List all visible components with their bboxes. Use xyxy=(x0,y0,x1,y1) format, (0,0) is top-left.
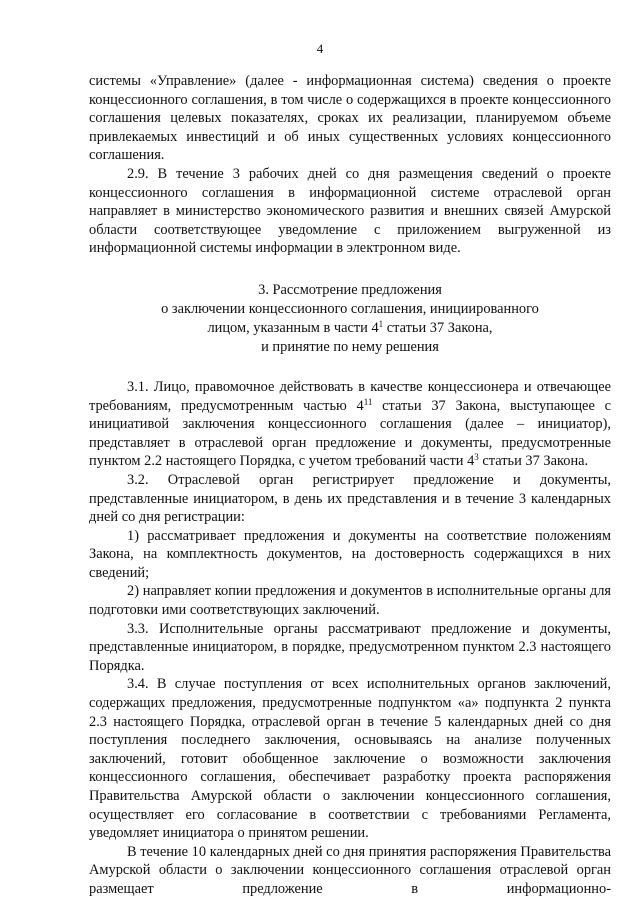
paragraph: 2) направляет копии предложения и документов в исполнительные органы для подготовки ими соответствующих заключений. xyxy=(89,583,611,619)
superscript: 11 xyxy=(363,396,373,407)
section-title-line: о заключении концессионного соглашения, инициированного xyxy=(161,300,539,317)
superscript: 1 xyxy=(378,318,384,329)
section-title-text: лицом, указанным в части 4 xyxy=(207,319,379,336)
superscript: 3 xyxy=(474,452,479,463)
paragraph: 3.3. Исполнительные органы рассматривают предложение и документы, представленные инициатором, в порядке, предусмотренном пунктом 2.3 настоящего Порядка. xyxy=(89,620,611,674)
document-body xyxy=(89,72,611,899)
section-paragraphs xyxy=(89,378,611,899)
section-title-line: и принятие по нему решения xyxy=(261,338,439,355)
paragraph: В течение 10 календарных дней со дня принятия распоряжения Правительства Амурской области о заключении концессионного соглашения отраслевой орган размещает предложение в информационно- xyxy=(89,843,611,897)
paragraph: 1) рассматривает предложения и документы на соответствие положениям Закона, на комплектность документов, на достоверность содержащихся в них сведений; xyxy=(89,527,611,581)
paragraph: 2.9. В течение 3 рабочих дней со дня размещения сведений о проекте концессионного соглашения в информационной системе отраслевой орган направляет в министерство экономического развития и внешних связей Амурской области соответствующее уведомление с приложением выгруженной из информационной системы информации в электронном виде. xyxy=(89,165,611,257)
paragraph: 3.4. В случае поступления от всех исполнительных органов заключений, содержащих предложения, предусмотренные подпунктом «а» подпункта 2 пункта 2.3 настоящего Порядка, отраслевой орган в течение 5 календарных дней со дня поступления последнего заключения, основываясь на анализе полученных заключений, готовит обобщенное заключение о возможности заключения концессионного соглашения, обеспечивает разработку проекта распоряжения Правительства Амурской области о заключении концессионного соглашения, осуществляет его согласование в соответствии с требованиями Регламента, уведомляет инициатора о принятом решении. xyxy=(89,676,611,842)
paragraph: 3.2. Отраслевой орган регистрирует предложение и документы, представленные инициатором, в день их представления и в течение 3 календарных дней со дня регистрации: xyxy=(89,471,611,526)
page-number: 4 xyxy=(316,41,324,56)
section-title-text: статьи 37 Закона, xyxy=(383,319,493,336)
section-title-line xyxy=(89,319,611,338)
paragraph: системы «Управление» (далее - информационная система) сведения о проекте концессионного соглашения, в том числе о содержащихся в проекте концессионного соглашения целевых показателях, сроках их реализации, планируемом объеме привлекаемых инвестиций и об иных существенных условиях концессионного соглашения. xyxy=(89,73,611,164)
paragraph: 3.1. Лицо, правомочное действовать в качестве концессионера и отвечающее требованиям, предусмотренным частью $4^{11}$ статьи 37 Закона, выступающее с инициативой заключения концессионного соглашения (далее – инициатор), представляет в отраслевой орган предложение и документы, предусмотренные пунктом 2.2 настоящего Порядка, с учетом требований части $4^3$ статьи 37 Закона. xyxy=(89,378,611,470)
section-title xyxy=(89,281,611,357)
section-title-line: 3. Рассмотрение предложения xyxy=(258,281,442,298)
